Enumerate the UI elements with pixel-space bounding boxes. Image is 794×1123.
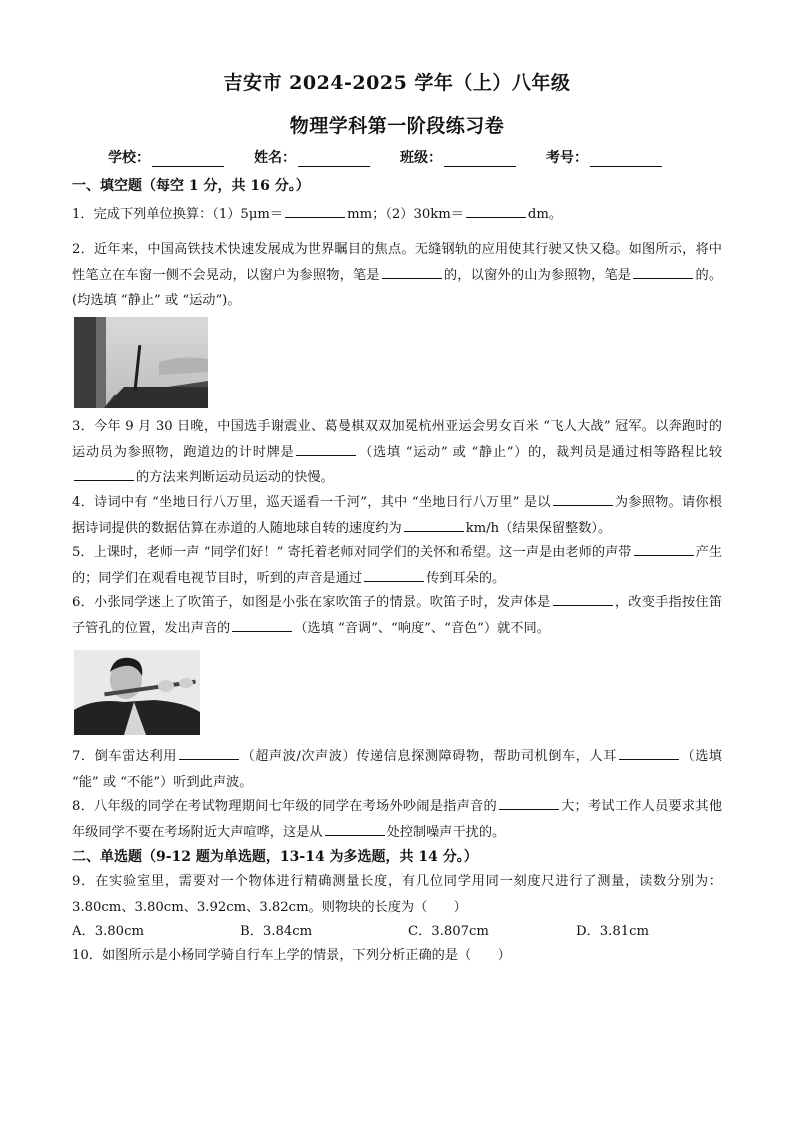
q4-blank-2[interactable] (404, 519, 464, 532)
name-field (254, 147, 370, 167)
q3-blank-2[interactable] (74, 468, 134, 481)
question-3: 3．今年 9 月 30 日晚，中国选手谢震业、葛曼棋双双加冕杭州亚运会男女百米 “飞人大战” 冠军。以奔跑时的运动员为参照物，跑道边的计时牌是 （选填 “运动” 或 “静止”）的，裁判员是通过相等路程比较的方法来判断运动员运动的快慢。 (72, 419, 723, 485)
exam-number-label: 考号： (546, 150, 588, 166)
question-1: 1．完成下列单位换算：（1）5μm＝ mm；（2）30km＝ dm。 (72, 207, 563, 222)
q5-blank-1[interactable] (634, 543, 694, 556)
q6-blank-2[interactable] (232, 619, 292, 632)
q9-option-d[interactable]: D．3.81cm (576, 924, 650, 939)
q9-option-b[interactable]: B．3.84cm (240, 924, 313, 939)
name-blank[interactable] (298, 152, 370, 167)
q2-blank-2[interactable] (633, 266, 693, 279)
q6-blank-1[interactable] (553, 593, 613, 606)
flute-player-photo (74, 650, 200, 735)
school-field (108, 147, 224, 167)
section-fill-in: 一、填空题（每空 1 分，共 16 分。） (72, 178, 310, 194)
exam-subtitle: 物理学科第一阶段练习卷 (289, 115, 505, 137)
class-label: 班级： (400, 150, 442, 166)
q7-blank-1[interactable] (179, 747, 239, 760)
question-2: 2．近年来，中国高铁技术快速发展成为世界瞩目的焦点。无缝钢轨的应用使其行驶又快又稳。如图所示，将中性笔立在车窗一侧不会晃动，以窗户为参照物，笔是 的，以窗外的山为参照物，笔是 的。(均选填 “静止” 或 “运动”)。 (72, 242, 723, 308)
q7-blank-2[interactable] (619, 747, 679, 760)
question-4: 4．诗词中有 “坐地日行八万里，巡天遥看一千河”，其中 “坐地日行八万里” 是以 为参照物。请你根据诗词提供的数据估算在赤道的人随地球自转的速度约为 km/h（结果保留整数）。 (72, 495, 723, 536)
q3-blank-1[interactable] (296, 443, 356, 456)
q9-option-c[interactable]: C．3.807cm (408, 924, 489, 939)
q1-blank-1[interactable] (285, 205, 345, 218)
exam-number-blank[interactable] (590, 152, 662, 167)
train-window-photo (74, 317, 208, 408)
q9-option-a[interactable]: A．3.80cm (72, 924, 144, 939)
q8-blank-2[interactable] (325, 823, 385, 836)
student-info-row (108, 147, 708, 167)
q2-blank-1[interactable] (382, 266, 442, 279)
school-blank[interactable] (152, 152, 224, 167)
q1-blank-2[interactable] (466, 205, 526, 218)
q5-blank-2[interactable] (364, 569, 424, 582)
q8-blank-1[interactable] (499, 797, 559, 810)
question-7: 7．倒车雷达利用 （超声波/次声波）传递信息探测障碍物，帮助司机倒车，人耳 （选填 “能” 或 “不能”）听到此声波。 (72, 749, 722, 790)
school-label: 学校： (108, 150, 150, 166)
question-8: 8．八年级的同学在考试物理期间七年级的同学在考场外吵闹是指声音的 大；考试工作人员要求其他年级同学不要在考场附近大声喧哗，这是从 处控制噪声干扰的。 (72, 799, 723, 840)
section-choice: 二、单选题（9-12 题为单选题，13-14 为多选题，共 14 分。） (72, 849, 478, 865)
question-9: 9．在实验室里，需要对一个物体进行精确测量长度，有几位同学用同一刻度尺进行了测量，读数分别为：3.80cm、3.80cm、3.92cm、3.82cm。则物块的长度为（ ） (72, 874, 722, 915)
class-blank[interactable] (444, 152, 516, 167)
question-5: 5．上课时，老师一声 “同学们好！” 寄托着老师对同学们的关怀和希望。这一声是由老师的声带 产生的；同学们在观看电视节目时，听到的声音是通过 传到耳朵的。 (72, 545, 723, 586)
q4-blank-1[interactable] (553, 493, 613, 506)
question-10: 10．如图所示是小杨同学骑自行车上学的情景，下列分析正确的是（ ） (72, 948, 511, 963)
exam-title: 吉安市 2024-2025 学年（上）八年级 (223, 72, 571, 94)
exam-number-field (546, 147, 662, 167)
class-field (400, 147, 516, 167)
name-label: 姓名： (254, 150, 296, 166)
question-6: 6．小张同学迷上了吹笛子，如图是小张在家吹笛子的情景。吹笛子时，发声体是 ，改变手指按住笛子管孔的位置，发出声音的 （选填 “音调”、“响度”、“音色”）就不同。 (72, 595, 723, 636)
